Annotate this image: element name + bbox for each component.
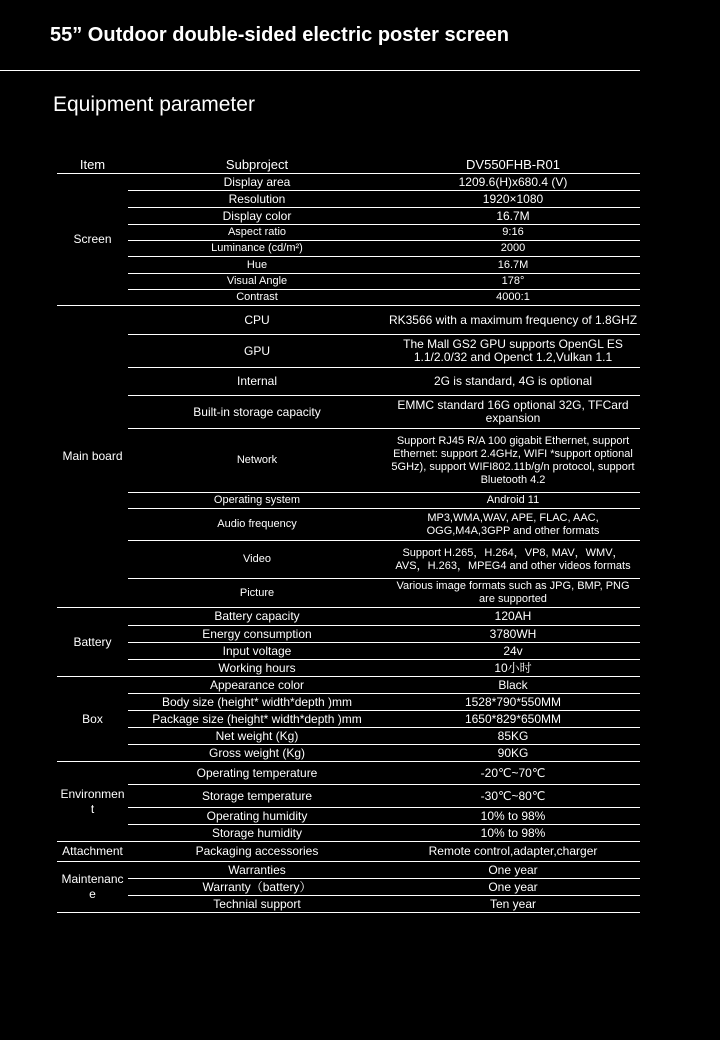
value-cell: The Mall GS2 GPU supports OpenGL ES 1.1/2.0/32 and Openct 1.2,Vulkan 1.1: [386, 335, 640, 368]
value-cell: RK3566 with a maximum frequency of 1.8GHZ: [386, 306, 640, 335]
subproject-cell: Package size (height* width*depth )mm: [128, 711, 386, 728]
table-row: [57, 579, 640, 608]
value-cell: Support H.265，H.264，VP8, MAV，WMV，AVS，H.263，MPEG4 and other videos formats: [386, 541, 640, 579]
subproject-cell: Display color: [128, 208, 386, 225]
group-item-cell: Main board: [57, 306, 128, 608]
subproject-cell: Operating system: [128, 493, 386, 509]
table-row: [57, 608, 640, 626]
table-row: [57, 257, 640, 274]
table-row: [57, 306, 640, 335]
value-cell: 10小时: [386, 660, 640, 677]
value-cell: Support RJ45 R/A 100 gigabit Ethernet, support Ethernet: support 2.4GHz, WIFI *support optional 5GHz), support WIFI802.11b/g/n protocol, support Bluetooth 4.2: [386, 429, 640, 493]
table-row: [57, 208, 640, 225]
value-cell: EMMC standard 16G optional 32G, TFCard expansion: [386, 396, 640, 429]
subproject-cell: Storage temperature: [128, 785, 386, 808]
table-row: [57, 241, 640, 257]
subproject-cell: Storage humidity: [128, 825, 386, 842]
subproject-cell: Internal: [128, 368, 386, 396]
value-cell: One year: [386, 862, 640, 879]
subproject-cell: Built-in storage capacity: [128, 396, 386, 429]
value-cell: -20℃~70℃: [386, 762, 640, 785]
subproject-cell: GPU: [128, 335, 386, 368]
subproject-cell: Appearance color: [128, 677, 386, 694]
table-row: [57, 677, 640, 694]
subproject-cell: Operating temperature: [128, 762, 386, 785]
value-cell: 1650*829*650MM: [386, 711, 640, 728]
subproject-cell: Contrast: [128, 290, 386, 306]
table-header-row: [57, 156, 640, 174]
table-row: [57, 290, 640, 306]
value-cell: 1528*790*550MM: [386, 694, 640, 711]
value-cell: 4000:1: [386, 290, 640, 306]
subproject-cell: Warranties: [128, 862, 386, 879]
subproject-cell: Video: [128, 541, 386, 579]
table-row: [57, 493, 640, 509]
value-cell: Android 11: [386, 493, 640, 509]
value-cell: 178°: [386, 274, 640, 290]
header-model: DV550FHB-R01: [386, 156, 640, 174]
table-row: [57, 785, 640, 808]
table-row: [57, 808, 640, 825]
header-subproject: Subproject: [128, 156, 386, 174]
value-cell: Remote control,adapter,charger: [386, 842, 640, 862]
document-title: 55” Outdoor double-sided electric poster screen: [50, 24, 510, 46]
section-title: Equipment parameter: [53, 93, 255, 116]
header-item: Item: [57, 156, 128, 174]
table-row: [57, 396, 640, 429]
table-row: [57, 335, 640, 368]
table-row: [57, 191, 640, 208]
table-row: [57, 745, 640, 762]
table-row: [57, 174, 640, 191]
subproject-cell: Technial support: [128, 896, 386, 913]
table-row: [57, 643, 640, 660]
group-item-cell: Box: [57, 677, 128, 762]
table-row: [57, 694, 640, 711]
value-cell: Black: [386, 677, 640, 694]
table-row: [57, 842, 640, 862]
subproject-cell: Picture: [128, 579, 386, 608]
value-cell: 16.7M: [386, 257, 640, 274]
value-cell: Ten year: [386, 896, 640, 913]
group-item-cell: Screen: [57, 174, 128, 306]
subproject-cell: Luminance (cd/m²): [128, 241, 386, 257]
table-row: [57, 368, 640, 396]
value-cell: 10% to 98%: [386, 808, 640, 825]
group-item-cell: Environment: [57, 762, 128, 842]
value-cell: 120AH: [386, 608, 640, 626]
title-divider: [0, 70, 640, 71]
value-cell: 1209.6(H)x680.4 (V): [386, 174, 640, 191]
subproject-cell: Hue: [128, 257, 386, 274]
table-row: [57, 728, 640, 745]
table-row: [57, 429, 640, 493]
value-cell: 24v: [386, 643, 640, 660]
group-item-cell: Battery: [57, 608, 128, 677]
value-cell: 10% to 98%: [386, 825, 640, 842]
subproject-cell: Energy consumption: [128, 626, 386, 643]
subproject-cell: CPU: [128, 306, 386, 335]
table-row: [57, 274, 640, 290]
group-item-cell: Attachment: [57, 842, 128, 862]
table-row: [57, 509, 640, 541]
subproject-cell: Warranty（battery）: [128, 879, 386, 896]
value-cell: 85KG: [386, 728, 640, 745]
subproject-cell: Gross weight (Kg): [128, 745, 386, 762]
value-cell: 9:16: [386, 225, 640, 241]
value-cell: 1920×1080: [386, 191, 640, 208]
subproject-cell: Working hours: [128, 660, 386, 677]
subproject-cell: Audio frequency: [128, 509, 386, 541]
table-row: [57, 626, 640, 643]
value-cell: -30℃~80℃: [386, 785, 640, 808]
value-cell: 16.7M: [386, 208, 640, 225]
parameter-table: [57, 156, 640, 913]
subproject-cell: Packaging accessories: [128, 842, 386, 862]
subproject-cell: Input voltage: [128, 643, 386, 660]
table-row: [57, 660, 640, 677]
table-row: [57, 762, 640, 785]
subproject-cell: Battery capacity: [128, 608, 386, 626]
table-row: [57, 711, 640, 728]
value-cell: 3780WH: [386, 626, 640, 643]
value-cell: 2000: [386, 241, 640, 257]
table-row: [57, 541, 640, 579]
subproject-cell: Aspect ratio: [128, 225, 386, 241]
subproject-cell: Net weight (Kg): [128, 728, 386, 745]
value-cell: 2G is standard, 4G is optional: [386, 368, 640, 396]
value-cell: Various image formats such as JPG, BMP, PNG are supported: [386, 579, 640, 608]
value-cell: MP3,WMA,WAV, APE, FLAC, AAC, OGG,M4A,3GPP and other formats: [386, 509, 640, 541]
subproject-cell: Resolution: [128, 191, 386, 208]
subproject-cell: Visual Angle: [128, 274, 386, 290]
table-row: [57, 225, 640, 241]
subproject-cell: Operating humidity: [128, 808, 386, 825]
subproject-cell: Display area: [128, 174, 386, 191]
table-row: [57, 825, 640, 842]
subproject-cell: Body size (height* width*depth )mm: [128, 694, 386, 711]
value-cell: One year: [386, 879, 640, 896]
table-row: [57, 896, 640, 913]
table-row: [57, 879, 640, 896]
table-body: [57, 174, 640, 913]
subproject-cell: Network: [128, 429, 386, 493]
table-row: [57, 862, 640, 879]
group-item-cell: Maintenance: [57, 862, 128, 913]
value-cell: 90KG: [386, 745, 640, 762]
